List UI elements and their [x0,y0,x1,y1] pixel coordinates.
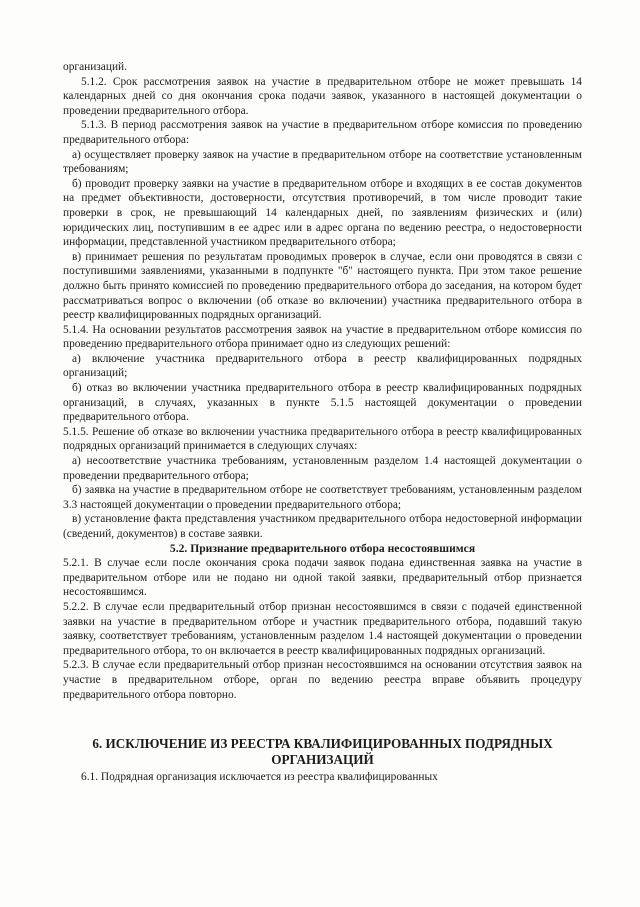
paragraph-5-1-5: 5.1.5. Решение об отказе во включении участника предварительного отбора в реестр квалифицированных подрядных организаций принимается в следующих случаях: [63,425,582,453]
list-item-5-1-4-b: б) отказ во включении участника предварительного отбора в реестр квалифицированных подрядных организаций, в случаях, указанных в пункте 5.1.5 настоящей документации о проведении предварительного отбора. [63,382,582,424]
chapter-6-title-line1: 6. ИСКЛЮЧЕНИЕ ИЗ РЕЕСТРА КВАЛИФИЦИРОВАННЫХ ПОДРЯДНЫХ [92,736,553,752]
paragraph-5-1-4: 5.1.4. На основании результатов рассмотрения заявок на участие в предварительном отборе комиссия по проведению предварительного отбора принимает одно из следующих решений: [63,323,582,351]
paragraph-5-1-3: 5.1.3. В период рассмотрения заявок на участие в предварительном отборе комиссия по проведению предварительного отбора: [63,119,582,146]
list-item-5-1-3-v: в) принимает решения по результатам проводимых проверок в случае, если они проводятся в связи с поступившими заявлениями, указанными в подпункте "б" настоящего пункта. При этом такое решение должно быть принято комиссией по проведению предварительного отбора до заседания, на котором будет рассматриваться вопрос о включении (об отказе во включении) участника предварительного отбора в реестр квалифицированных подрядных организаций. [63,250,582,322]
list-item-5-1-4-a: а) включение участника предварительного отбора в реестр квалифицированных подрядных организаций; [63,352,582,380]
list-item-5-1-5-a: а) несоответствие участника требованиям, установленным разделом 1.4 настоящей документации о проведении предварительного отбора; [63,455,582,482]
paragraph-continuation: организаций. [63,61,127,73]
list-item-5-1-5-v: в) установление факта представления участником предварительного отбора недостоверной информации (сведений, документов) в составе заявки. [63,513,582,540]
paragraph-6-1: 6.1. Подрядная организация исключается из реестра квалифицированных [81,771,438,784]
paragraph-5-2-3: 5.2.3. В случае если предварительный отбор признан несостоявшимся на основании отсутствия заявок на участие в предварительном отборе, орган по ведению реестра вправе объявить процедуру предварительного отбора повторно. [63,659,582,701]
list-item-5-1-3-a: а) осуществляет проверку заявок на участие в предварительном отборе на соответствие установленным требованиям; [63,148,582,176]
chapter-6-title-line2: ОРГАНИЗАЦИЙ [271,752,374,768]
paragraph-5-1-2: 5.1.2. Срок рассмотрения заявок на участие в предварительном отборе не может превышать 14 календарных дней со дня окончания срока подачи заявок, указанного в настоящей документации о проведении предварительного отбора. [63,75,582,117]
paragraph-5-2-1: 5.2.1. В случае если после окончания срока подачи заявок подана единственная заявка на участие в предварительном отборе или не подано ни одной такой заявки, предварительный отбор признается несостоявшимся. [63,557,582,599]
section-5-2-title: 5.2. Признание предварительного отбора несостоявшимся [169,541,476,555]
list-item-5-1-3-b: б) проводит проверку заявки на участие в предварительном отборе и входящих в ее состав документов на предмет объективности, достоверности, отсутствия противоречий, в том числе проводит такие проверки в срок, не превышающий 14 календарных дней, по заявлениям физических и (или) юридических лиц, поступившим в ее адрес или в адрес органа по ведению реестра, о недостоверности информации, представленной участником предварительного отбора; [63,177,582,249]
paragraph-5-2-2: 5.2.2. В случае если предварительный отбор признан несостоявшимся в связи с подачей единственной заявки на участие в предварительном отборе и участник предварительного отбора, подавший такую заявку, соответствует требованиям, установленным разделом 1.4 настоящей документации о проведении предварительного отбора, то он включается в реестр квалифицированных подрядных организаций. [63,600,582,657]
list-item-5-1-5-b: б) заявка на участие в предварительном отборе не соответствует требованиям, установленным разделом 3.3 настоящей документации о проведении предварительного отбора; [63,484,582,511]
chapter-6-title [63,736,582,768]
